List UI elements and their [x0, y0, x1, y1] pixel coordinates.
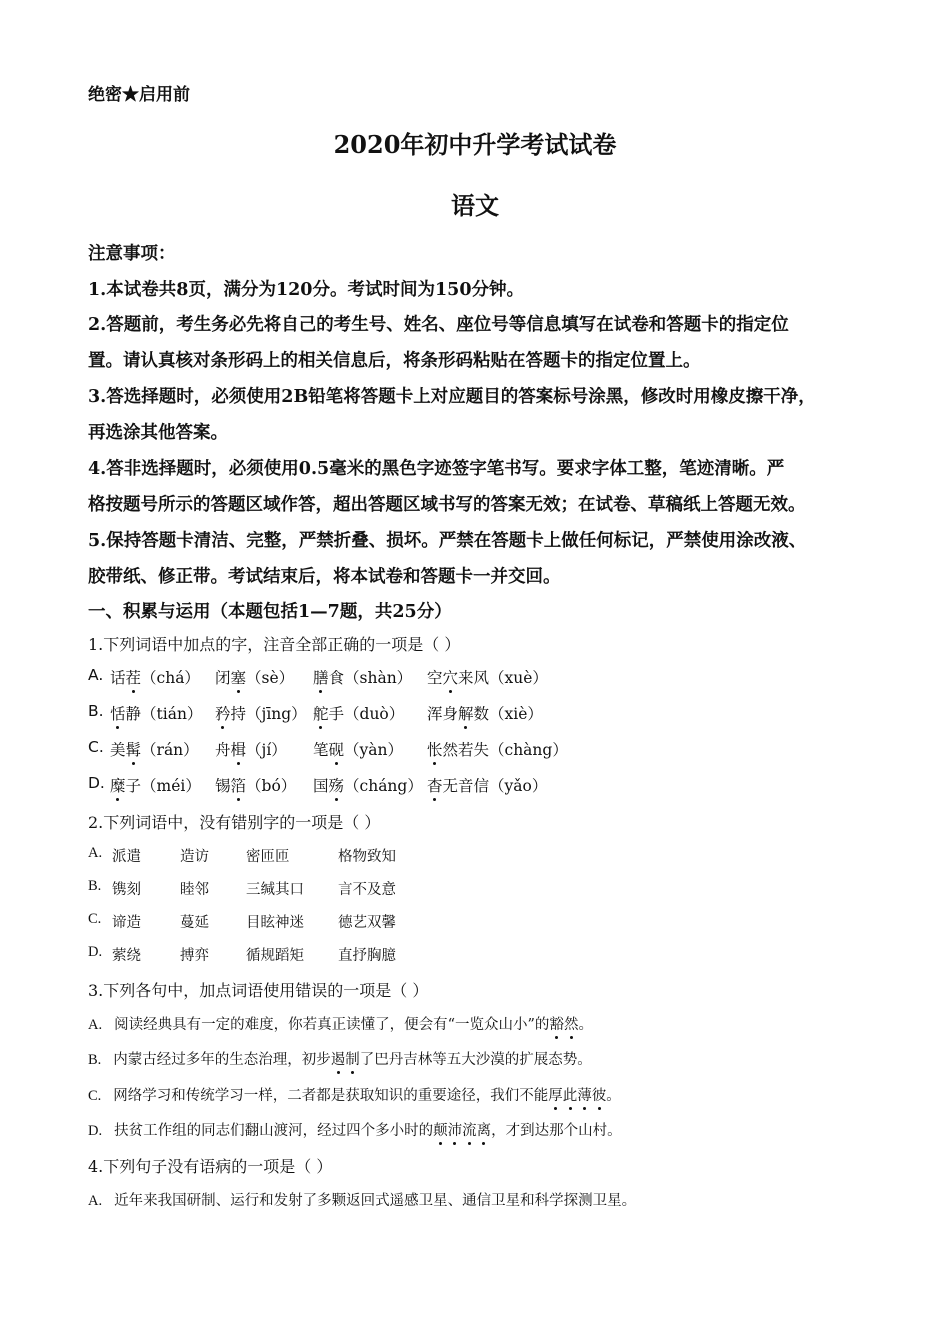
emphasized-char: 髯	[126, 738, 142, 760]
item-text: 手（duò）	[328, 705, 405, 723]
option-word: 谛造	[112, 915, 141, 931]
emphasized-char: 彼	[592, 1084, 607, 1105]
option-label: B.	[88, 702, 104, 720]
option-label: C.	[88, 1088, 102, 1104]
sentence-text: 阅读经典具有一定的难度，你若真正读懂了，便会有“一览众山小”的	[114, 1017, 550, 1033]
emphasized-char: 塞	[231, 666, 247, 688]
emphasized-char: 离	[477, 1119, 492, 1140]
option-item	[427, 738, 568, 760]
emphasized-char: 箔	[231, 774, 247, 796]
option-item	[313, 666, 412, 688]
emphasized-char: 矜	[215, 702, 231, 724]
emphasized-char: 解	[458, 702, 474, 724]
item-text: 浑身	[427, 705, 459, 723]
option-label: A.	[88, 666, 104, 684]
option-word: 萦绕	[112, 948, 141, 964]
option-item	[215, 774, 296, 796]
option-row	[88, 1084, 621, 1105]
option-label: C.	[88, 911, 102, 927]
item-text: 无音信（yǎo）	[442, 777, 548, 795]
option-text	[114, 1017, 593, 1033]
option-label: D.	[88, 774, 105, 792]
emphasized-char: 膳	[313, 666, 329, 688]
note-line: 胶带纸、修正带。考试结束后，将本试卷和答题卡一并交回。	[88, 567, 561, 587]
item-text: 然若失（chàng）	[442, 741, 568, 759]
option-word: 三缄其口	[246, 882, 304, 898]
option-label: A.	[88, 845, 103, 861]
option-item	[313, 774, 423, 796]
subject-title: 语文	[451, 191, 499, 220]
option-label: A.	[88, 1017, 103, 1033]
item-text: 锡	[215, 777, 231, 795]
sentence-text: ，才到达那个山村。	[491, 1123, 622, 1139]
sentence-text: 。	[578, 1017, 593, 1033]
item-text: 舟	[215, 741, 231, 759]
sentence-text: 网络学习和传统学习一样，二者都是获取知识的重要途径，我们不能	[113, 1088, 549, 1104]
option-text	[114, 1123, 622, 1139]
emphasized-char: 颠	[433, 1119, 448, 1140]
item-text: 空	[427, 669, 443, 687]
option-word: 密匝匝	[246, 849, 290, 865]
emphasized-char: 沛	[448, 1119, 463, 1140]
emphasized-char: 砚	[329, 738, 345, 760]
item-text: 静（tián）	[125, 705, 203, 723]
emphasized-char: 薄	[577, 1084, 592, 1105]
emphasized-char: 豁	[549, 1013, 564, 1034]
option-item	[313, 738, 403, 760]
option-word: 目眩神迷	[246, 915, 304, 931]
option-word: 言不及意	[338, 882, 396, 898]
emphasized-char: 殇	[329, 774, 345, 796]
confidential-mark: 绝密★启用前	[88, 85, 190, 105]
option-item	[215, 738, 287, 760]
option-text: 近年来我国研制、运行和发射了多颗返回式遥感卫星、通信卫星和科学探测卫星。	[114, 1193, 637, 1209]
option-word: 格物致知	[338, 849, 396, 865]
emphasized-char: 穴	[443, 666, 459, 688]
item-text: （jí）	[246, 741, 287, 759]
note-line: 4.答非选择题时，必须使用0.5毫米的黑色字迹签字笔书写。要求字体工整，笔迹清晰。严	[88, 459, 785, 479]
option-row	[88, 1189, 636, 1210]
question-1-stem: 1.下列词语中加点的字，注音全部正确的一项是（ ）	[88, 635, 461, 654]
item-text: 美	[110, 741, 126, 759]
emphasized-char: 茬	[126, 666, 142, 688]
note-line: 再选涂其他答案。	[88, 423, 228, 443]
emphasized-char: 杳	[427, 774, 443, 796]
item-text: 笔	[313, 741, 329, 759]
option-item	[215, 666, 294, 688]
emphasized-char: 糜	[110, 774, 126, 796]
option-row	[88, 1013, 593, 1034]
emphasized-char: 此	[563, 1084, 578, 1105]
option-label: B.	[88, 878, 102, 894]
emphasized-char: 制	[345, 1048, 360, 1069]
option-item	[110, 738, 199, 760]
option-item	[427, 702, 543, 724]
item-text: （rán）	[141, 741, 199, 759]
option-text	[113, 1052, 592, 1068]
question-4-stem: 4.下列句子没有语病的一项是（ ）	[88, 1157, 333, 1176]
note-line: 5.保持答题卡清洁、完整，严禁折叠、损坏。严禁在答题卡上做任何标记，严禁使用涂改液、	[88, 531, 807, 551]
option-item	[427, 666, 548, 688]
emphasized-char: 然	[564, 1013, 579, 1034]
option-item	[110, 702, 202, 724]
option-item	[110, 774, 201, 796]
emphasized-char: 流	[462, 1119, 477, 1140]
item-text: 闭	[215, 669, 231, 687]
item-text: 来风（xuè）	[458, 669, 548, 687]
option-word: 造访	[180, 849, 209, 865]
note-line: 置。请认真核对条形码上的相关信息后，将条形码粘贴在答题卡的指定位置上。	[88, 351, 701, 371]
item-text: （chá）	[141, 669, 200, 687]
emphasized-char: 怅	[427, 738, 443, 760]
question-2-stem: 2.下列词语中，没有错别字的一项是（ ）	[88, 813, 381, 832]
option-item	[313, 702, 404, 724]
option-word: 蔓延	[180, 915, 209, 931]
item-text: 数（xiè）	[473, 705, 543, 723]
note-line: 格按题号所示的答题区域作答，超出答题区域书写的答案无效；在试卷、草稿纸上答题无效。	[88, 495, 806, 515]
option-label: C.	[88, 738, 104, 756]
question-3-stem: 3.下列各句中，加点词语使用错误的一项是（ ）	[88, 981, 429, 1000]
option-word: 德艺双馨	[338, 915, 396, 931]
emphasized-char: 楫	[231, 738, 247, 760]
option-row	[88, 1048, 592, 1069]
item-text: 子（méi）	[125, 777, 201, 795]
exam-title: 2020年初中升学考试试卷	[333, 130, 617, 159]
sentence-text: 。	[606, 1088, 621, 1104]
emphasized-char: 遏	[331, 1048, 346, 1069]
option-word: 循规蹈矩	[246, 948, 304, 964]
sentence-text: 了巴丹吉林等五大沙漠的扩展态势。	[359, 1052, 592, 1068]
item-text: （cháng）	[344, 777, 423, 795]
item-text: （bó）	[246, 777, 297, 795]
option-word: 直抒胸臆	[338, 948, 396, 964]
option-item	[215, 702, 307, 724]
option-item	[110, 666, 200, 688]
option-label: A.	[88, 1193, 103, 1209]
option-word: 睦邻	[180, 882, 209, 898]
emphasized-char: 厚	[548, 1084, 563, 1105]
option-word: 镌刻	[112, 882, 141, 898]
option-label: D.	[88, 1123, 103, 1139]
emphasized-char: 恬	[110, 702, 126, 724]
option-text	[113, 1088, 621, 1104]
item-text: 话	[110, 669, 126, 687]
item-text: （yàn）	[344, 741, 404, 759]
note-line: 3.答选择题时，必须使用2B铅笔将答题卡上对应题目的答案标号涂黑，修改时用橡皮擦干净，	[88, 387, 816, 407]
option-label: B.	[88, 1052, 102, 1068]
notes-heading: 注意事项：	[88, 244, 176, 264]
note-line: 1.本试卷共8页，满分为120分。考试时间为150分钟。	[88, 280, 525, 300]
section-heading: 一、积累与运用（本题包括1—7题，共25分）	[88, 602, 452, 622]
item-text: （sè）	[246, 669, 295, 687]
option-item	[427, 774, 547, 796]
item-text: 持（jīng）	[230, 705, 307, 723]
note-line: 2.答题前，考生务必先将自己的考生号、姓名、座位号等信息填写在试卷和答题卡的指定位	[88, 315, 789, 335]
item-text: 食（shàn）	[328, 669, 413, 687]
item-text: 国	[313, 777, 329, 795]
option-label: D.	[88, 944, 103, 960]
sentence-text: 扶贫工作组的同志们翻山渡河，经过四个多小时的	[114, 1123, 434, 1139]
sentence-text: 内蒙古经过多年的生态治理，初步	[113, 1052, 331, 1068]
option-row	[88, 1119, 622, 1140]
emphasized-char: 舵	[313, 702, 329, 724]
option-word: 搏弈	[180, 948, 209, 964]
option-word: 派遣	[112, 849, 141, 865]
